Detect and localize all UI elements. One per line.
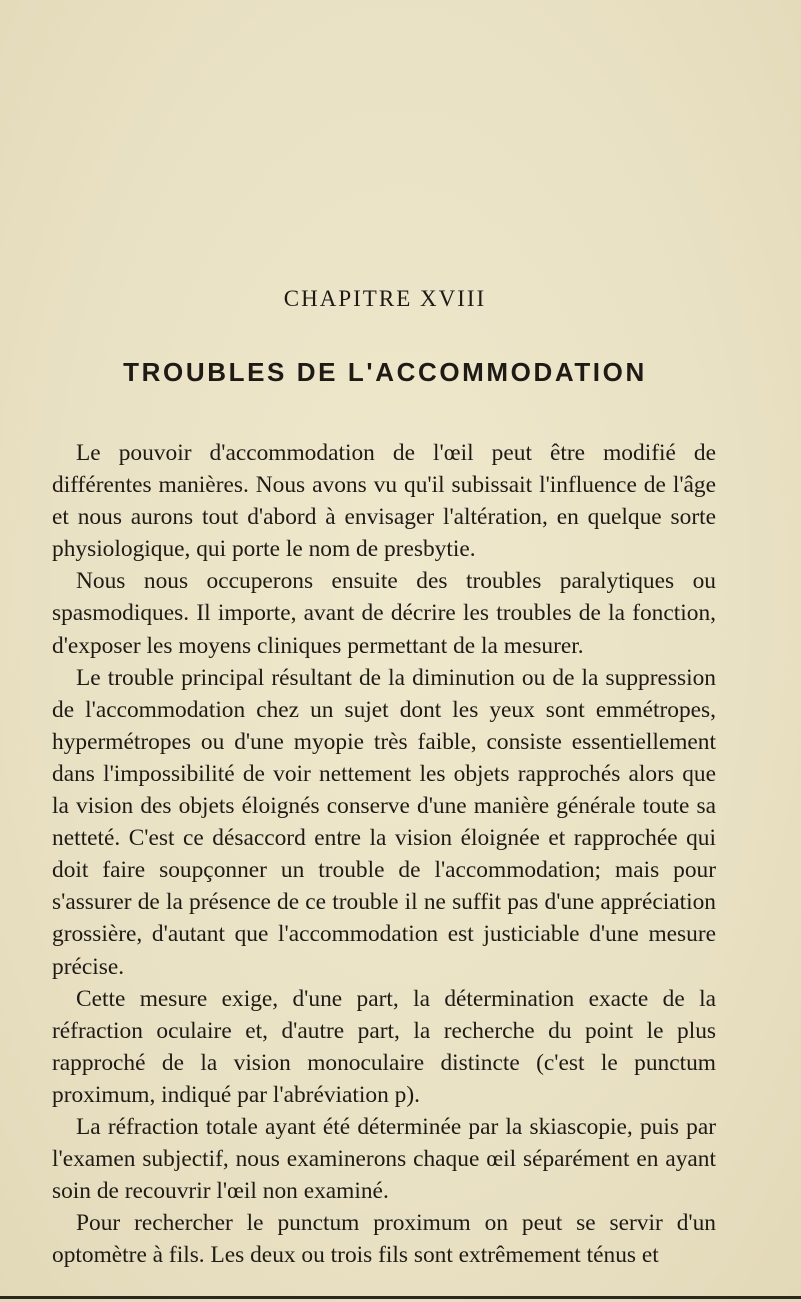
chapter-heading: CHAPITRE XVIII: [283, 286, 487, 311]
body-text: [52, 437, 716, 1271]
chapter-title: TROUBLES DE L'ACCOMMODATION: [123, 357, 647, 387]
paragraph-4: Cette mesure exige, d'une part, la détermination exacte de la réfraction oculaire et, d'autre part, la recherche du point le plus rapproché de la vision monoculaire distincte (c'est le punctum proximum, indiqué par l'abréviation p).: [52, 985, 716, 1108]
paragraph-3: Le trouble principal résultant de la diminution ou de la suppression de l'accommodation chez un sujet dont les yeux sont emmétropes, hypermétropes ou d'une myopie très faible, consiste essentiellement dans l'impossibilité de voir nettement les objets rapprochés alors que la vision des objets éloignés conserve d'une manière générale toute sa netteté. C'est ce désaccord entre la vision éloignée et rapprochée qui doit faire soupçonner un trouble de l'accommodation; mais pour s'assurer de la présence de ce trouble il ne suffit pas d'une appréciation grossière, d'autant que l'accommodation est justiciable d'une mesure précise.: [52, 664, 716, 980]
paragraph-2: Nous nous occuperons ensuite des troubles paralytiques ou spasmodiques. Il importe, avant de décrire les troubles de la fonction, d'exposer les moyens cliniques permettant de la mesurer.: [52, 568, 716, 659]
page-bottom-edge: [0, 1296, 801, 1299]
paragraph-6: Pour rechercher le punctum proximum on peut se servir d'un optomètre à fils. Les deux ou trois fils sont extrêmement ténus et: [52, 1210, 716, 1269]
paragraph-1: Le pouvoir d'accommodation de l'œil peut être modifié de différentes manières. Nous avons vu qu'il subissait l'influence de l'âge et nous aurons tout d'abord à envisager l'altération, en quelque sorte physiologique, qui porte le nom de presbytie.: [52, 440, 716, 563]
paragraph-5: La réfraction totale ayant été déterminée par la skiascopie, puis par l'examen subjectif, nous examinerons chaque œil séparément en ayant soin de recouvrir l'œil non examiné.: [52, 1113, 716, 1205]
